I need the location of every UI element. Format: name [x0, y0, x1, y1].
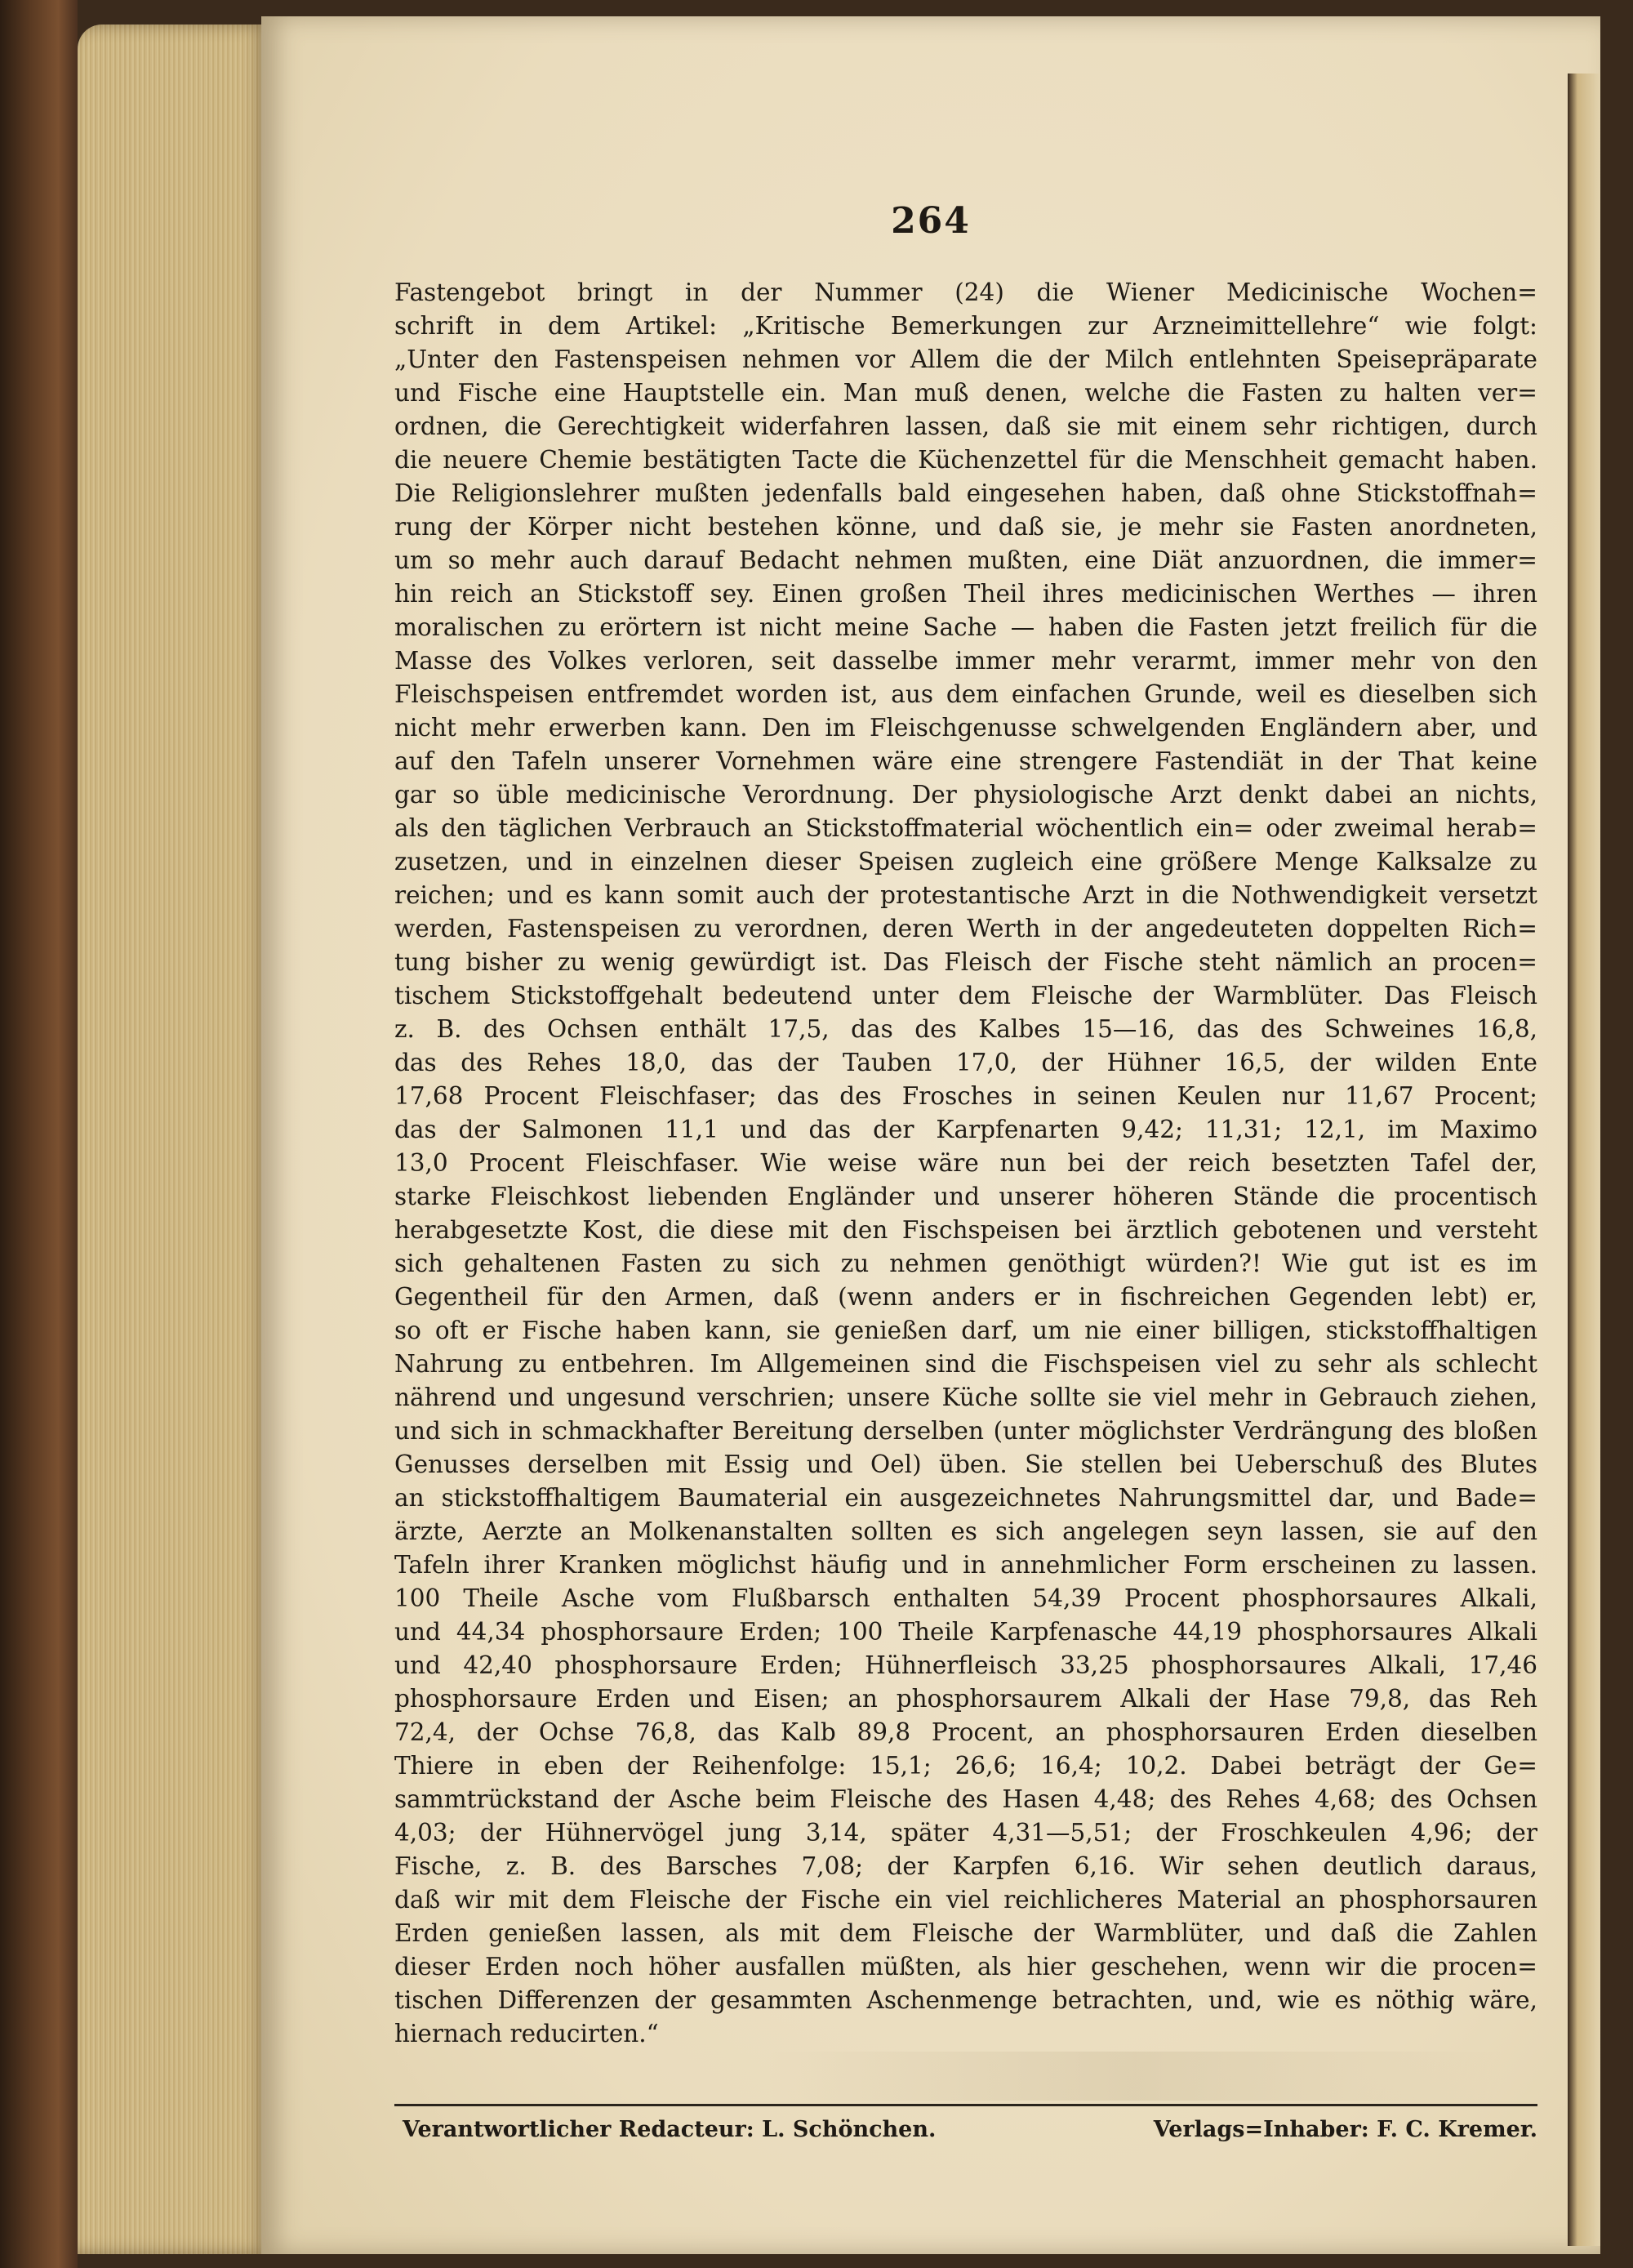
text-line: Fastengebot bringt in der Nummer (24) die Wiener Medicinische Wochen=	[394, 278, 1537, 306]
text-line: Die Religionslehrer mußten jedenfalls bald eingesehen haben, daß ohne Stickstoffnah=	[394, 479, 1537, 507]
text-line: tischem Stickstoffgehalt bedeutend unter dem Fleische der Warmblüter. Das Fleisch	[394, 982, 1537, 1009]
text-line: auf den Tafeln unserer Vornehmen wäre eine strengere Fastendiät in der That keine	[394, 747, 1537, 775]
text-line: starke Fleischkost liebenden Engländer und unserer höheren Stände die procentisch	[394, 1183, 1537, 1210]
text-line: Erden genießen lassen, als mit dem Fleische der Warmblüter, und daß die Zahlen	[394, 1919, 1537, 1947]
text-line: das des Rehes 18,0, das der Tauben 17,0, der Hühner 16,5, der wilden Ente	[394, 1049, 1537, 1076]
text-line: tischen Differenzen der gesammten Aschenmenge betrachten, und, wie es nöthig wäre,	[394, 1986, 1537, 2014]
page-edges	[78, 25, 269, 2254]
text-line: dieser Erden noch höher ausfallen müßten, als hier geschehen, wenn wir die procen=	[394, 1953, 1537, 1981]
text-line: als den täglichen Verbrauch an Stickstoffmaterial wöchentlich ein= oder zweimal herab=	[394, 814, 1537, 842]
text-line: ordnen, die Gerechtigkeit widerfahren lassen, daß sie mit einem sehr richtigen, durch	[394, 412, 1537, 440]
text-line: Genusses derselben mit Essig und Oel) üben. Sie stellen bei Ueberschuß des Blutes	[394, 1450, 1537, 1478]
text-line: und 44,34 phosphorsaure Erden; 100 Theile Karpfenasche 44,19 phosphorsaures Alkali	[394, 1618, 1537, 1646]
text-line: das der Salmonen 11,1 und das der Karpfenarten 9,42; 11,31; 12,1, im Maximo	[394, 1116, 1537, 1143]
text-line: sich gehaltenen Fasten zu sich zu nehmen genöthigt würden?! Wie gut ist es im	[394, 1250, 1537, 1277]
text-line: hiernach reducirten.“	[394, 2020, 659, 2047]
text-line: zusetzen, und in einzelnen dieser Speisen zugleich eine größere Menge Kalksalze zu	[394, 848, 1537, 876]
bleed-through-text	[768, 2052, 1502, 2101]
text-line: 72,4, der Ochse 76,8, das Kalb 89,8 Procent, an phosphorsauren Erden dieselben	[394, 1718, 1537, 1746]
text-line: 100 Theile Asche vom Flußbarsch enthalten 54,39 Procent phosphorsaures Alkali,	[394, 1584, 1537, 1612]
text-line: Gegentheil für den Armen, daß (wenn anders er in fischreichen Gegenden lebt) er,	[394, 1283, 1537, 1311]
text-line: moralischen zu erörtern ist nicht meine Sache — haben die Fasten jetzt freilich für die	[394, 613, 1537, 641]
text-line: Fische, z. B. des Barsches 7,08; der Karpfen 6,16. Wir sehen deutlich daraus,	[394, 1852, 1537, 1880]
text-line: werden, Fastenspeisen zu verordnen, deren Werth in der angedeuteten doppelten Rich=	[394, 915, 1537, 942]
text-line: gar so üble medicinische Verordnung. Der physiologische Arzt denkt dabei an nichts,	[394, 781, 1537, 809]
text-line: rung der Körper nicht bestehen könne, und daß sie, je mehr sie Fasten anordneten,	[394, 513, 1537, 541]
text-line: Fleischspeisen entfremdet worden ist, aus dem einfachen Grunde, weil es dieselben sich	[394, 680, 1537, 708]
text-line: tung bisher zu wenig gewürdigt ist. Das Fleisch der Fische steht nämlich an procen=	[394, 948, 1537, 976]
text-line: daß wir mit dem Fleische der Fische ein viel reichlicheres Material an phosphorsauren	[394, 1886, 1537, 1914]
text-line: herabgesetzte Kost, die diese mit den Fischspeisen bei ärztlich gebotenen und versteht	[394, 1216, 1537, 1244]
text-line: und Fische eine Hauptstelle ein. Man muß denen, welche die Fasten zu halten ver=	[394, 379, 1537, 407]
text-line: 13,0 Procent Fleischfaser. Wie weise wäre nun bei der reich besetzten Tafel der,	[394, 1149, 1537, 1177]
text-line: Masse des Volkes verloren, seit dasselbe immer mehr verarmt, immer mehr von den	[394, 647, 1537, 675]
text-line: so oft er Fische haben kann, sie genießen darf, um nie einer billigen, stickstoffhaltigen	[394, 1317, 1537, 1344]
text-line: 17,68 Procent Fleischfaser; das des Frosches in seinen Keulen nur 11,67 Procent;	[394, 1082, 1537, 1110]
text-line: an stickstoffhaltigem Baumaterial ein ausgezeichnetes Nahrungsmittel dar, und Bade=	[394, 1484, 1537, 1512]
page-number: 264	[891, 200, 971, 242]
text-line: und sich in schmackhafter Bereitung derselben (unter möglichster Verdrängung des bloßen	[394, 1417, 1537, 1445]
text-line: um so mehr auch darauf Bedacht nehmen mußten, eine Diät anzuordnen, die immer=	[394, 546, 1537, 574]
body-text	[394, 276, 1537, 2051]
text-line: Tafeln ihrer Kranken möglichst häufig und in annehmlicher Form erscheinen zu lassen.	[394, 1551, 1537, 1579]
next-page-edge	[1568, 74, 1600, 2246]
publisher-credit: Verlags=Inhaber: F. C. Kremer.	[1153, 2117, 1537, 2142]
text-line: z. B. des Ochsen enthält 17,5, das des Kalbes 15—16, das des Schweines 16,8,	[394, 1015, 1537, 1043]
text-line: hin reich an Stickstoff sey. Einen großen Theil ihres medicinischen Werthes — ihren	[394, 580, 1537, 608]
text-line: sammtrückstand der Asche beim Fleische des Hasen 4,48; des Rehes 4,68; des Ochsen	[394, 1785, 1537, 1813]
text-line: ärzte, Aerzte an Molkenanstalten sollten es sich angelegen seyn lassen, sie auf den	[394, 1517, 1537, 1545]
text-line: die neuere Chemie bestätigten Tacte die Küchenzettel für die Menschheit gemacht haben.	[394, 446, 1537, 474]
footer-rule	[394, 2104, 1537, 2106]
book-binding	[0, 0, 78, 2268]
text-line: 4,03; der Hühnervögel jung 3,14, später 4,31—5,51; der Froschkeulen 4,96; der	[394, 1819, 1537, 1847]
text-line: nicht mehr erwerben kann. Den im Fleischgenusse schwelgenden Engländern aber, und	[394, 714, 1537, 742]
text-line: und 42,40 phosphorsaure Erden; Hühnerfleisch 33,25 phosphorsaures Alkali, 17,46	[394, 1651, 1537, 1679]
text-line: Nahrung zu entbehren. Im Allgemeinen sind die Fischspeisen viel zu sehr als schlecht	[394, 1350, 1537, 1378]
text-line: reichen; und es kann somit auch der protestantische Arzt in die Nothwendigkeit versetzt	[394, 881, 1537, 909]
text-line: „Unter den Fastenspeisen nehmen vor Allem die der Milch entlehnten Speisepräparate	[394, 345, 1537, 373]
text-line: nährend und ungesund verschrien; unsere Küche sollte sie viel mehr in Gebrauch ziehen,	[394, 1384, 1537, 1411]
editor-credit: Verantwortlicher Redacteur: L. Schönchen.	[403, 2117, 937, 2142]
text-line: Thiere in eben der Reihenfolge: 15,1; 26,6; 16,4; 10,2. Dabei beträgt der Ge=	[394, 1752, 1537, 1780]
footer	[394, 2117, 1537, 2150]
book-page	[261, 16, 1600, 2254]
text-line: phosphorsaure Erden und Eisen; an phosphorsaurem Alkali der Hase 79,8, das Reh	[394, 1685, 1537, 1713]
text-line: schrift in dem Artikel: „Kritische Bemerkungen zur Arzneimittellehre“ wie folgt:	[394, 312, 1537, 340]
